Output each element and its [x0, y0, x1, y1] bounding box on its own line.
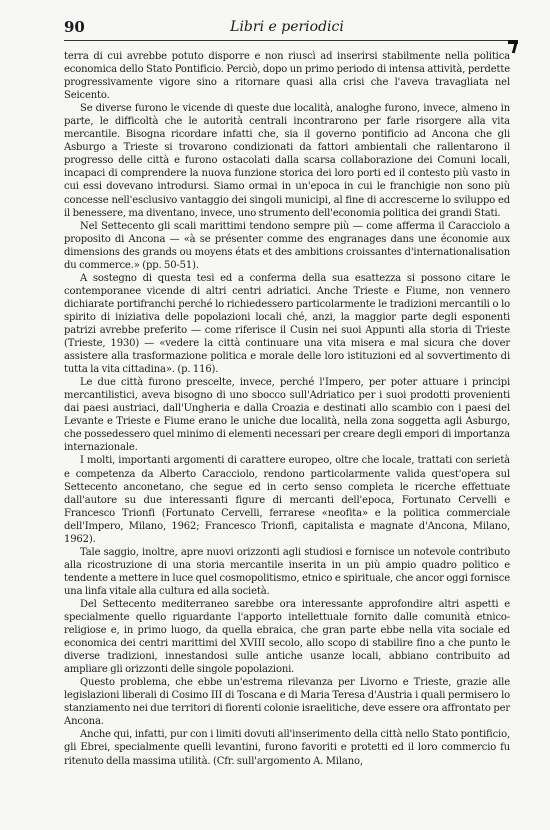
paragraph: Se diverse furono le vicende di queste due località, analoghe furono, invece, almeno in parte, le difficoltà che le autorità centrali incontrarono per farle risorgere alla vita mercantile. Bisogna ricordare infatti che, sia il governo pontificio ad Ancona che gli Asburgo a Trieste si trovarono condizionati da fattori ambientali che rallentarono il progresso delle città e furono ostacolati dalla scarsa collaborazione dei Comuni locali, incapaci di comprendere la nuova funzione storica dei loro porti ed il contesto più vasto in cui essi dovevano introdursi. Siamo ormai in un'epoca in cui le franchigie non sono più concesse nell'esclusivo vantaggio dei singoli municipi, al fine di accrescerne lo sviluppo ed il benessere, ma diventano, invece, uno strumento dell'economia politica dei grandi Stati.: [64, 103, 510, 219]
paragraph: I molti, importanti argomenti di carattere europeo, oltre che locale, trattati con serietà e competenza da Alberto Caracciolo, rendono particolarmente valida quest'opera sul Settecento anconetano, che segue ed in certo senso completa le ricerche effettuate dall'autore su due interessanti figure di mercanti dell'epoca, Fortunato Cervelli e Francesco Trionfi (Fortunato Cervelli, ferrarese «neofita» e la politica commerciale dell'Impero, Milano, 1962; Francesco Trionfi, capitalista e magnate d'Ancona, Milano, 1962).: [64, 455, 510, 545]
paragraph: Del Settecento mediterraneo sarebbe ora interessante approfondire altri aspetti e specialmente quello riguardante l'apporto intellettuale fornito dalle comunità etnico-religiose e, in primo luogo, da quella ebraica, che gran parte ebbe nella vita sociale ed economica dei centri marittimi del XVIII secolo, allo scopo di stabilire fino a che punto le diverse tradizioni, innestandosi sulle antiche usanze locali, abbiano contribuito ad ampliare gli orizzonti delle singole popolazioni.: [64, 598, 510, 676]
paragraph: Nel Settecento gli scali marittimi tendono sempre più — come afferma il Caracciolo a proposito di Ancona — «à se présenter comme des engranages dans une économie aux dimensions des grands ou moyens états et des ambitions croissantes d'internationalisation du commerce.» (pp. 50-51).: [64, 220, 510, 271]
paragraph: Le due città furono prescelte, invece, perché l'Impero, per poter attuare i principi mercantilistici, aveva bisogno di uno sbocco sull'Adriatico per i suoi prodotti provenienti dai paesi austriaci, dall'Ungheria e dalla Croazia e destinati allo scambio con i paesi del Levante e Trieste e Fiume erano le uniche due località, nella zona soggetta agli Asburgo, che possedessero quel minimo di elementi necessari per creare degli empori di importanza internazionale.: [64, 377, 510, 454]
paragraph: Questo problema, che ebbe un'estrema rilevanza per Livorno e Trieste, grazie alle legislazioni liberali di Cosimo III di Toscana e di Maria Teresa d'Austria i quali permisero lo stanziamento nei due territori di fiorenti colonie israelitiche, deve essere ora affrontato per Ancona.: [64, 677, 510, 728]
body-text: [64, 50, 510, 768]
paragraph: Anche qui, infatti, pur con i limiti dovuti all'inserimento della città nello Stato pontificio, gli Ebrei, specialmente quelli levantini, furono favoriti e protetti ed il loro commercio fu ritenuto della massima utilità. (Cfr. sull'argomento A. Milano,: [64, 729, 510, 767]
page-number: 90: [64, 18, 85, 36]
paragraph: A sostegno di questa tesi ed a conferma della sua esattezza si possono citare le contemporanee vicende di altri centri adriatici. Anche Trieste e Fiume, non vennero dichiarate portifranchi perché lo richiedessero particolarmente le tradizioni mercantili o lo spirito di iniziativa delle popolazioni locali ché, anzi, la maggior parte degli esponenti patrizi avrebbe preferito — come riferisce il Cusin nei suoi Appunti alla storia di Trieste (Trieste, 1930) — «vedere la città continuare una vita misera e mal sicura che dover assistere alla trasformazione politica e morale delle loro istituzioni ed al sovvertimento di tutta la vita cittadina». (p. 116).: [64, 272, 510, 376]
page-header: [64, 18, 510, 41]
running-head: Libri e periodici: [230, 19, 344, 35]
paragraph: terra di cui avrebbe potuto disporre e non riuscì ad inserirsi stabilmente nella politica economica dello Stato Pontificio. Perciò, dopo un primo periodo di intensa attività, perdette progressivamente vigore sino a ritornare quasi alla crisi che l'aveva travagliata nel Seicento.: [64, 51, 510, 102]
paragraph: Tale saggio, inoltre, apre nuovi orizzonti agli studiosi e fornisce un notevole contributo alla ricostruzione di una storia mercantile inserita in un più ampio quadro politico e tendente a mettere in luce quel cosmopolitismo, etnico e spirituale, che ancor oggi fornisce una linfa vitale alla cultura ed alla società.: [64, 546, 510, 597]
